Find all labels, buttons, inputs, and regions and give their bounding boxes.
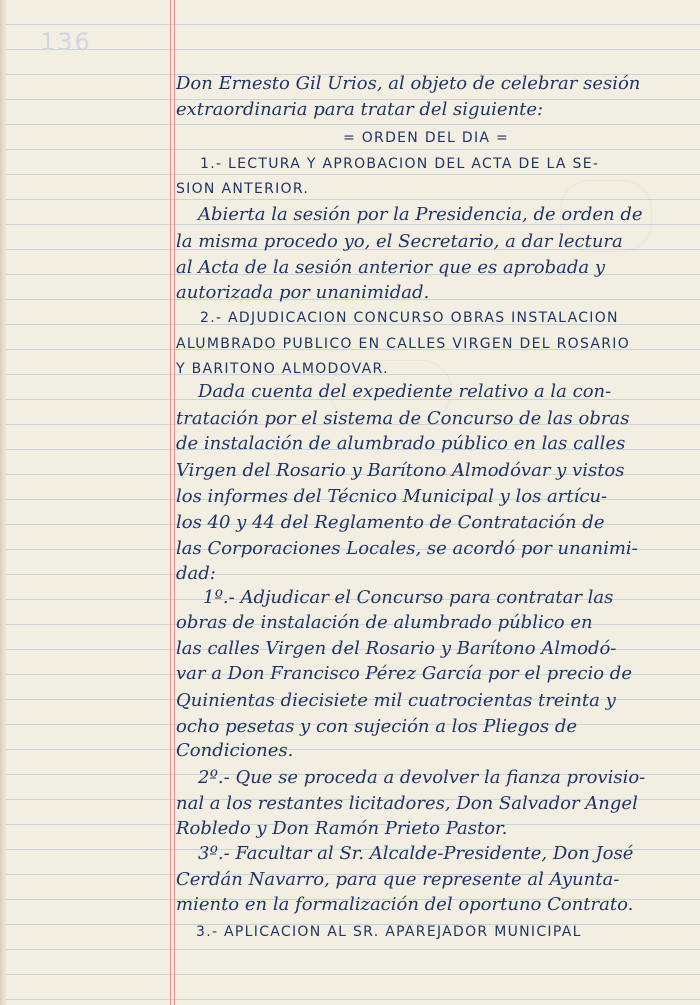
- margin-line: [174, 0, 175, 1005]
- text-line: obras de instalación de alumbrado público en: [176, 612, 593, 633]
- margin-line: [170, 0, 171, 1005]
- text-line: miento en la formalización del oportuno Contrato.: [176, 894, 634, 915]
- page-edge: [0, 0, 6, 1005]
- agenda-item-heading: ALUMBRADO PUBLICO EN CALLES VIRGEN DEL ROSARIO: [176, 336, 631, 352]
- text-line: autorizada por unanimidad.: [176, 282, 430, 303]
- agenda-item-heading: 2.- ADJUDICACION CONCURSO OBRAS INSTALACION: [200, 310, 619, 326]
- section-heading: = ORDEN DEL DIA =: [342, 130, 510, 146]
- text-line: Condiciones.: [176, 740, 294, 761]
- text-line: var a Don Francisco Pérez García por el precio de: [176, 663, 632, 684]
- text-line: las Corporaciones Locales, se acordó por unanimi-: [176, 538, 638, 559]
- text-line: Cerdán Navarro, para que represente al Ayunta-: [176, 869, 620, 890]
- text-line: los 40 y 44 del Reglamento de Contratación de: [176, 512, 605, 533]
- text-line: los informes del Técnico Municipal y los artícu-: [176, 486, 608, 507]
- text-line: Don Ernesto Gil Urios, al objeto de celebrar sesión: [176, 73, 641, 94]
- text-line: 1º.- Adjudicar el Concurso para contratar las: [203, 587, 614, 608]
- text-line: tratación por el sistema de Concurso de las obras: [176, 408, 630, 429]
- text-line: Virgen del Rosario y Barítono Almodóvar y vistos: [176, 460, 625, 481]
- page-number: 136: [40, 28, 92, 56]
- text-line: Dada cuenta del expediente relativo a la con-: [198, 381, 612, 402]
- text-line: nal a los restantes licitadores, Don Salvador Angel: [176, 793, 638, 814]
- text-line: extraordinaria para tratar del siguiente:: [176, 99, 544, 120]
- text-line: dad:: [176, 563, 216, 584]
- text-line: 3º.- Facultar al Sr. Alcalde-Presidente, Don José: [198, 843, 634, 864]
- text-line: de instalación de alumbrado público en las calles: [176, 433, 626, 454]
- agenda-item-heading: 3.- APLICACION AL SR. APAREJADOR MUNICIPAL: [196, 924, 582, 940]
- text-line: ocho pesetas y con sujeción a los Pliegos de: [176, 716, 578, 737]
- text-line: Robledo y Don Ramón Prieto Pastor.: [176, 818, 508, 839]
- text-line: la misma procedo yo, el Secretario, a dar lectura: [176, 231, 623, 252]
- agenda-item-heading: Y BARITONO ALMODOVAR.: [176, 361, 389, 377]
- agenda-item-heading: SION ANTERIOR.: [176, 181, 310, 197]
- text-line: Quinientas diecisiete mil cuatrocientas treinta y: [176, 690, 616, 711]
- text-line: las calles Virgen del Rosario y Barítono Almodó-: [176, 638, 617, 659]
- agenda-item-heading: 1.- LECTURA Y APROBACION DEL ACTA DE LA SE-: [200, 156, 600, 172]
- text-line: 2º.- Que se proceda a devolver la fianza provisio-: [198, 767, 646, 788]
- text-line: al Acta de la sesión anterior que es aprobada y: [176, 257, 606, 278]
- text-line: Abierta la sesión por la Presidencia, de orden de: [198, 204, 643, 225]
